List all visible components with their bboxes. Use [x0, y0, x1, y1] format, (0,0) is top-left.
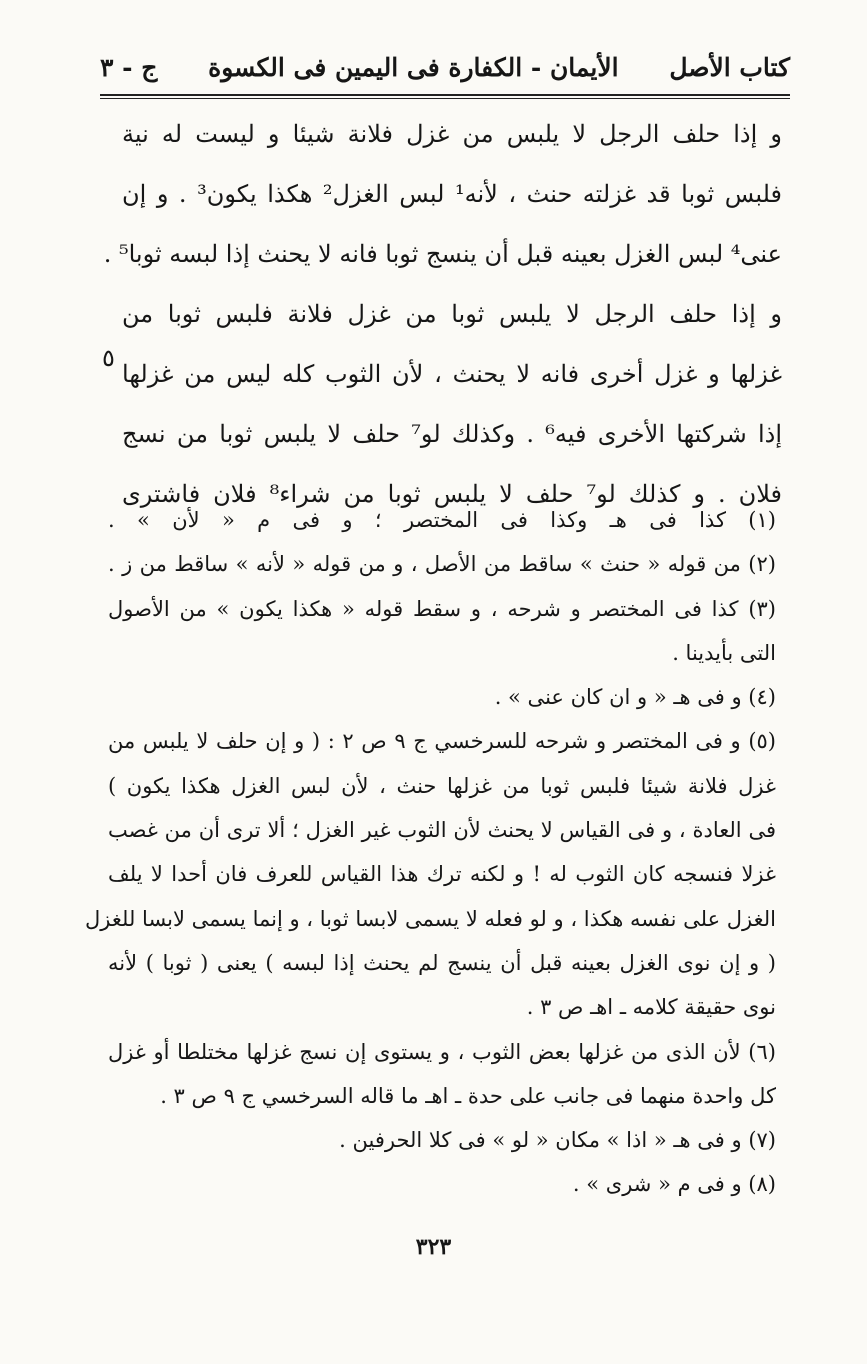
main-line: عنى⁴ لبس الغزل بعينه قبل أن ينسج ثوبا فانه لا يحنث إذا لبسه ثوبا⁵ .: [103, 240, 782, 268]
header-volume: ج - ٣: [100, 52, 158, 82]
footnote-line: (٧) و فى هـ « اذا » مكان « لو » فى كلا الحرفين .: [339, 1128, 776, 1153]
footnote-line: (٥) و فى المختصر و شرحه للسرخسي ج ٩ ص ٢ : ( و إن حلف لا يلبس من: [108, 729, 776, 754]
footnote-line: فى العادة ، و فى القياس لا يحنث لأن الثوب غير الغزل ؛ ألا ترى أن من غصب: [108, 818, 776, 843]
header-chapter-title: الأيمان - الكفارة فى اليمين فى الكسوة: [208, 52, 619, 82]
main-line: فلبس ثوبا قد غزلته حنث ، لأنه¹ لبس الغزل² هكذا يكون³ . و إن: [122, 180, 783, 208]
footnote-line: كل واحدة منهما فى جانب على حدة ـ اهـ ما قاله السرخسي ج ٩ ص ٣ .: [160, 1083, 776, 1108]
header-book-title: كتاب الأصل: [669, 52, 790, 82]
main-text: [102, 104, 783, 524]
main-line: غزلها و غزل أخرى فانه لا يحنث ، لأن الثوب كله ليس من غزلها: [122, 360, 782, 388]
main-line: إذا شركتها الأخرى فيه⁶ . وكذلك لو⁷ حلف لا يلبس ثوبا من نسج: [122, 420, 782, 448]
footnote-line: التى بأيدينا .: [672, 640, 776, 665]
footnote-line: نوى حقيقة كلامه ـ اهـ ص ٣ .: [526, 995, 776, 1020]
footnote-line: (١) كذا فى هـ وكذا فى المختصر ؛ و فى م « لأن » .: [108, 508, 776, 532]
main-line: و إذا حلف الرجل لا يلبس ثوبا من غزل فلانة فلبس ثوبا من: [122, 300, 782, 328]
margin-line-number: ٥: [102, 344, 115, 372]
footnote-line: (٤) و فى هـ « و ان كان عنى » .: [494, 685, 776, 710]
footnote-line: الغزل على نفسه هكذا ، و لو فعله لا يسمى لابسا ثوبا ، و إنما يسمى لابسا للغزل: [85, 906, 776, 931]
page-number: ٣٢٣: [415, 1234, 452, 1260]
footnote-line: (٨) و فى م « شرى » .: [572, 1172, 776, 1197]
footnote-line: غزل فلانة شيئا فلبس ثوبا من غزلها حنث ، لأن لبس الغزل هكذا يكون ): [108, 773, 776, 798]
footnote-line: ( و إن نوى الغزل بعينه قبل أن ينسج لم يحنث إذا لبسه ) يعنى ( ثوبا ) لأنه: [108, 950, 776, 975]
footnote-line: (٢) من قوله « حنث » ساقط من الأصل ، و من قوله « لأنه » ساقط من ز .: [108, 552, 776, 577]
footnote-line: غزلا فنسجه كان الثوب له ! و لكنه ترك هذا القياس للعرف فان أحدا لا يلف: [108, 862, 776, 887]
header-rule-thin: [100, 98, 790, 99]
header-rule-thick: [100, 94, 790, 96]
running-header: [100, 44, 790, 90]
footnote-line: (٦) لأن الذى من غزلها بعض الثوب ، و يستوى إن نسج غزلها مختلطا أو غزل: [108, 1039, 776, 1064]
footnotes: [85, 498, 776, 1207]
footnote-line: (٣) كذا فى المختصر و شرحه ، و سقط قوله « هكذا يكون » من الأصول: [108, 596, 776, 621]
main-line: فلان . و كذلك لو⁷ حلف لا يلبس ثوبا من شراء⁸ فلان فاشترى: [122, 480, 782, 508]
main-line: و إذا حلف الرجل لا يلبس من غزل فلانة شيئا و ليست له نية: [122, 120, 782, 148]
